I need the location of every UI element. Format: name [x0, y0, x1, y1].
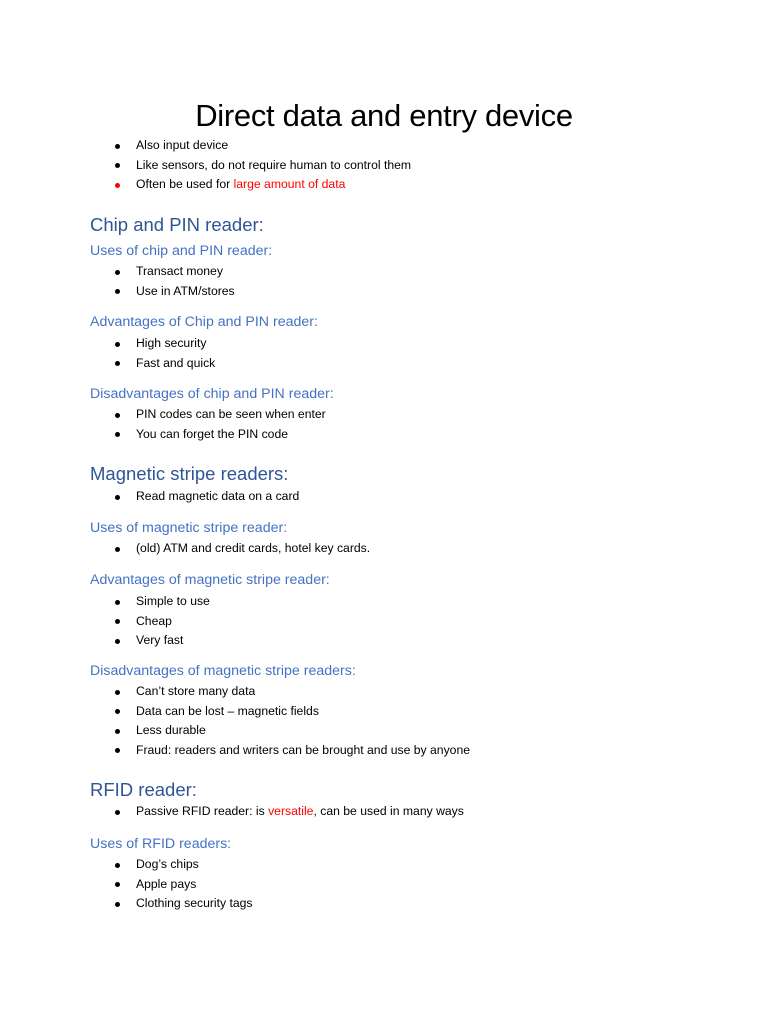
- magnetic-disadvantages-list: [0, 682, 470, 760]
- bullet-icon: [115, 289, 120, 294]
- bullet-icon: [115, 432, 120, 437]
- chip-disadvantages-list: [0, 405, 326, 444]
- subheading-chip-uses: Uses of chip and PIN reader:: [90, 243, 273, 259]
- subheading-chip-advantages: Advantages of Chip and PIN reader:: [90, 314, 318, 330]
- list-item: Very fast: [0, 631, 210, 651]
- bullet-icon: [115, 413, 120, 418]
- subheading-magnetic-uses: Uses of magnetic stripe reader:: [90, 520, 288, 536]
- bullet-icon: [115, 748, 120, 753]
- list-item: High security: [0, 334, 215, 354]
- highlighted-text: versatile: [268, 804, 314, 818]
- subheading-rfid-uses: Uses of RFID readers:: [90, 836, 232, 852]
- magnetic-advantages-list: [0, 592, 210, 651]
- magnetic-uses-list: [0, 539, 370, 559]
- list-item: Fraud: readers and writers can be brought and use by anyone: [0, 741, 470, 761]
- list-item: Data can be lost – magnetic fields: [0, 702, 470, 722]
- list-item: Can’t store many data: [0, 682, 470, 702]
- chip-advantages-list: [0, 334, 215, 373]
- list-item: Fast and quick: [0, 354, 215, 374]
- bullet-icon: [115, 709, 120, 714]
- bullet-icon: [115, 361, 120, 366]
- rfid-list: [0, 802, 464, 822]
- bullet-icon: [115, 902, 120, 907]
- list-item: Less durable: [0, 721, 470, 741]
- list-item: (old) ATM and credit cards, hotel key cards.: [0, 539, 370, 559]
- rfid-uses-list: [0, 855, 253, 914]
- subheading-magnetic-advantages: Advantages of magnetic stripe reader:: [90, 572, 330, 588]
- list-item: Use in ATM/stores: [0, 282, 235, 302]
- bullet-icon: [115, 863, 120, 868]
- subheading-magnetic-disadvantages: Disadvantages of magnetic stripe readers:: [90, 663, 356, 679]
- section-heading-chip-pin: Chip and PIN reader:: [90, 214, 264, 235]
- magnetic-list: [0, 487, 299, 507]
- bullet-icon: [115, 163, 120, 168]
- list-item: You can forget the PIN code: [0, 425, 326, 445]
- intro-list: [0, 136, 411, 195]
- section-heading-rfid: RFID reader:: [90, 779, 197, 800]
- bullet-icon: [115, 690, 120, 695]
- list-item: Passive RFID reader: is versatile, can be used in many ways: [0, 802, 464, 822]
- bullet-icon: [115, 619, 120, 624]
- bullet-icon: [115, 144, 120, 149]
- list-item: Transact money: [0, 262, 235, 282]
- bullet-icon: [115, 810, 120, 815]
- section-heading-magnetic: Magnetic stripe readers:: [90, 463, 289, 484]
- bullet-icon: [115, 729, 120, 734]
- list-item: Often be used for large amount of data: [0, 175, 411, 195]
- bullet-icon: [115, 270, 120, 275]
- bullet-icon: [115, 547, 120, 552]
- bullet-icon: [115, 183, 120, 188]
- bullet-icon: [115, 495, 120, 500]
- list-item: Apple pays: [0, 875, 253, 895]
- subheading-chip-disadvantages: Disadvantages of chip and PIN reader:: [90, 386, 334, 402]
- list-item: Read magnetic data on a card: [0, 487, 299, 507]
- list-item: Dog’s chips: [0, 855, 253, 875]
- list-item: Cheap: [0, 612, 210, 632]
- list-item: Clothing security tags: [0, 894, 253, 914]
- bullet-icon: [115, 342, 120, 347]
- list-item: PIN codes can be seen when enter: [0, 405, 326, 425]
- highlighted-text: large amount of data: [233, 177, 346, 191]
- bullet-icon: [115, 882, 120, 887]
- chip-uses-list: [0, 262, 235, 301]
- bullet-icon: [115, 639, 120, 644]
- list-item: Simple to use: [0, 592, 210, 612]
- bullet-icon: [115, 600, 120, 605]
- list-item: Like sensors, do not require human to control them: [0, 156, 411, 176]
- list-item: Also input device: [0, 136, 411, 156]
- document-title: Direct data and entry device: [195, 98, 573, 133]
